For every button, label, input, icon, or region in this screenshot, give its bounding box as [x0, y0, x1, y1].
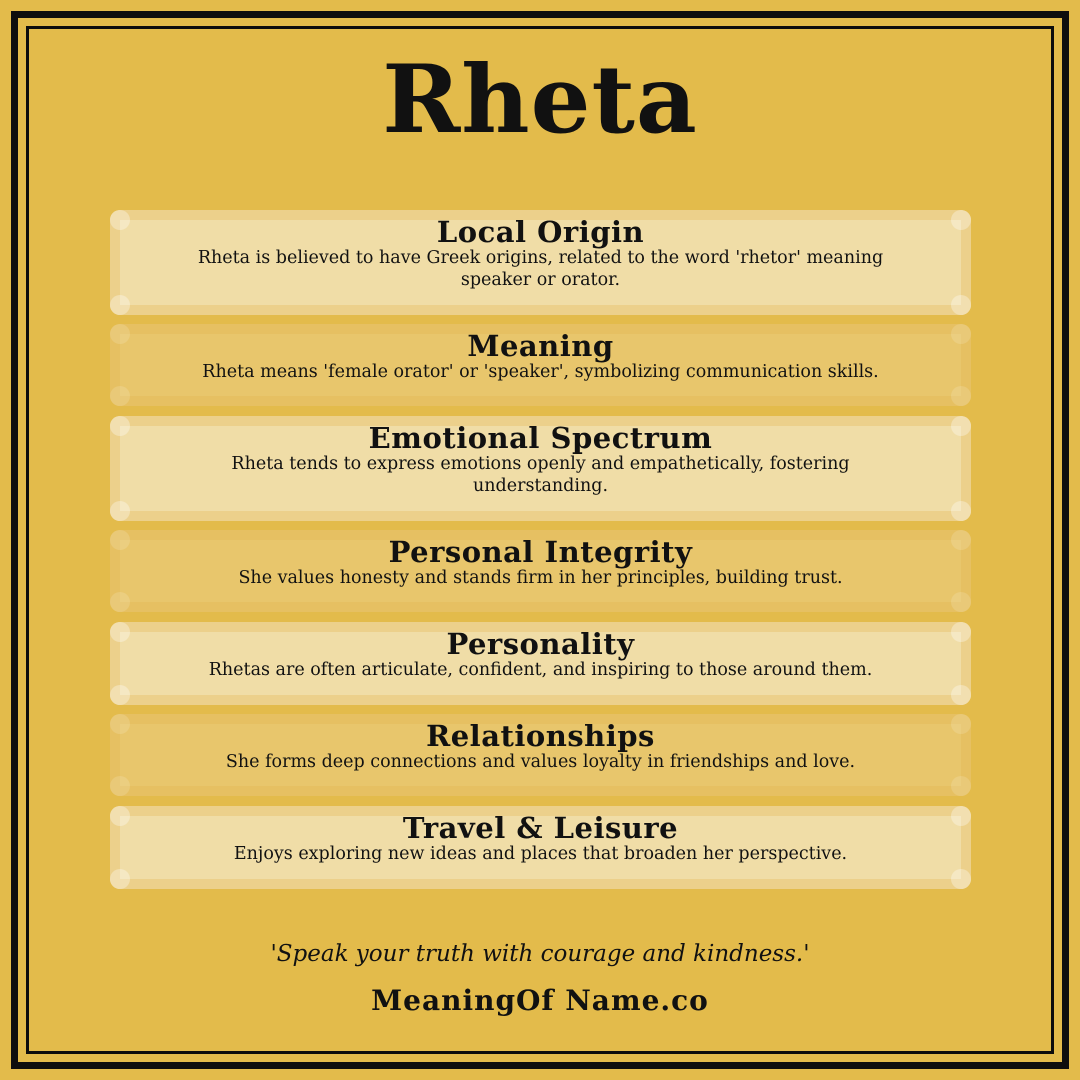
corner-dot: [951, 806, 971, 826]
section-text: Enjoys exploring new ideas and places that broaden her perspective.: [233, 844, 848, 864]
quote-text: 'Speak your truth with courage and kindness.': [270, 941, 810, 967]
corner-dot: [110, 530, 130, 550]
section-heading: Meaning: [467, 329, 614, 363]
corner-dot: [110, 776, 130, 796]
corner-dot: [951, 210, 971, 230]
brand-footer: MeaningOf Name.co: [371, 984, 709, 1017]
corner-dot: [110, 501, 130, 521]
corner-dot: [110, 714, 130, 734]
section-text: She forms deep connections and values loyalty in friendships and love.: [225, 752, 856, 772]
section-heading: Personal Integrity: [388, 535, 693, 569]
section-text: Rheta tends to express emotions openly and empathetically, fostering understanding.: [231, 454, 850, 496]
section-card-emotional-spectrum: [110, 416, 971, 521]
corner-dot: [951, 869, 971, 889]
section-card-relationships: [110, 714, 971, 796]
corner-dot: [951, 324, 971, 344]
section-heading: Local Origin: [436, 215, 645, 249]
corner-dot: [110, 685, 130, 705]
corner-dot: [951, 776, 971, 796]
corner-dot: [110, 210, 130, 230]
section-card-personal-integrity: [110, 530, 971, 612]
corner-dot: [951, 501, 971, 521]
section-text: Rhetas are often articulate, confident, and inspiring to those around them.: [208, 660, 873, 680]
corner-dot: [110, 806, 130, 826]
section-heading: Relationships: [426, 719, 655, 753]
corner-dot: [951, 295, 971, 315]
corner-dot: [110, 592, 130, 612]
section-card-personality: [110, 622, 971, 705]
section-text: Rheta means 'female orator' or 'speaker', symbolizing communication skills.: [202, 362, 879, 382]
section-text: Rheta is believed to have Greek origins, related to the word 'rhetor' meaning speaker or orator.: [197, 248, 884, 290]
name-title: Rheta: [382, 45, 698, 155]
corner-dot: [951, 685, 971, 705]
section-card-local-origin: [110, 210, 971, 315]
section-text: She values honesty and stands firm in her principles, building trust.: [238, 568, 843, 588]
corner-dot: [110, 386, 130, 406]
section-card-meaning: [110, 324, 971, 406]
corner-dot: [951, 416, 971, 436]
corner-dot: [110, 869, 130, 889]
corner-dot: [951, 622, 971, 642]
corner-dot: [951, 386, 971, 406]
corner-dot: [951, 530, 971, 550]
corner-dot: [951, 592, 971, 612]
corner-dot: [110, 324, 130, 344]
corner-dot: [110, 295, 130, 315]
section-heading: Travel & Leisure: [402, 811, 679, 845]
corner-dot: [110, 416, 130, 436]
corner-dot: [951, 714, 971, 734]
section-card-travel-leisure: [110, 806, 971, 889]
section-heading: Personality: [446, 627, 635, 661]
section-heading: Emotional Spectrum: [368, 421, 713, 455]
corner-dot: [110, 622, 130, 642]
